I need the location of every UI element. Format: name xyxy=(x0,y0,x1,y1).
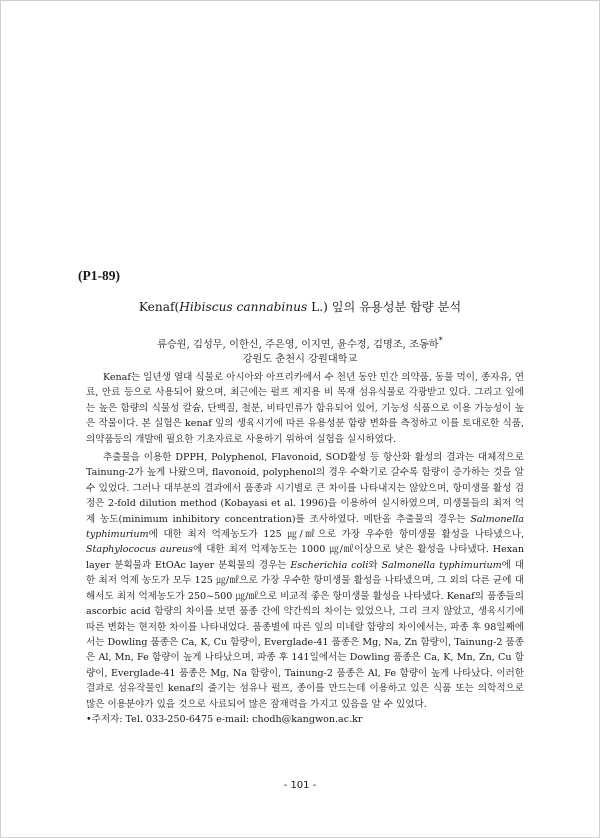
author-list xyxy=(0,334,600,352)
results-text-1: 추출물을 이용한 DPPH, Polyphenol, Flavonoid, SOD활성 등 항산화 활성의 결과는 대체적으로 Tainung-2가 높게 나왔으며, flavonoid, polyphenol의 경우 수확기로 갈수록 함량이 증가하는 것을 알 수 있었다. 그러나 대부분의 결과에서 품종과 시기별로 큰 차이를 나타내지는 않았으며, 항미생물 활성 검정은 2-fold dilution method (Kobayasi et al. 1996)을 이용하여 실시하였으며, 미생물들의 최저 억제 농도(minimum inhibitory concentration)를 조사하였다. 메탄올 추출물의 경우는 xyxy=(86,452,524,525)
author-block xyxy=(0,334,600,367)
corresponding-mark: * xyxy=(438,336,443,346)
paragraph-intro: Kenaf는 일년생 열대 식물로 아시아와 아프리카에서 수 천년 동안 민간 의약품, 동물 먹이, 종자유, 연료, 안료 등으로 사용되어 왔으며, 최근에는 펄프 제지용 비 목재 섬유식물로 각광받고 있다. 그리고 잎에는 높은 함량의 식물성 칼슘, 단백질, 철분, 비타민류가 함유되어 있어, 기능성 식품으로 이용 가능성이 높은 작물이다. 본 실험은 kenaf 잎의 생육시기에 따른 유용성분 함량 변화를 측정하고 이를 토대로한 식품, 의약품등의 개발에 필요한 기초자료로 사용하기 위하여 실험을 실시하였다. xyxy=(86,372,524,445)
abstract-code: (P1-89) xyxy=(78,268,120,283)
results-text-3: 에 대한 최저 억제농도는 1000 ㎍/㎖이상으로 낮은 활성을 나타냈다. Hexan layer 분획물과 EtOAc layer 분획물의 경우는 xyxy=(86,544,524,571)
page-number: - 101 - xyxy=(283,780,317,791)
paragraph-results xyxy=(86,450,524,712)
species-ecoli: Escherichia coli xyxy=(290,559,369,571)
affiliation: 강원도 춘천시 강원대학교 xyxy=(242,354,358,366)
results-text-2: 에 대한 최저 억제농도가 125 ㎍/㎖으로 가장 우수한 항미생물 활성을 나타냈으나, xyxy=(148,529,524,541)
paper-title xyxy=(0,298,600,315)
title-species: Hibiscus cannabinus xyxy=(179,300,308,314)
species-staphylococus: Staphylococus aureus xyxy=(86,544,194,556)
results-text-4: 와 xyxy=(368,559,382,571)
abstract-body xyxy=(86,370,524,727)
corresponding-author: •주저자: Tel. 033-250-6475 e-mail: chodh@kangwon.ac.kr xyxy=(86,713,363,725)
results-text-5: 에 대한 최저 억제 농도가 모두 125 ㎍/㎖으로 가장 우수한 항미생물 활성을 나타냈으며, 그 외의 다른 균에 대해서도 최저 억제농도가 250~500 ㎍/㎖으로 비교적 좋은 항미생물 활성을 나타냈다. Kenaf의 품종들의 ascorbic acid 함량의 차이를 보면 품종 간에 약간씩의 차이는 있었으나, 그리 크지 않았고, 생육시기에 따른 변화는 현저한 차이를 나타내었다. 품종별에 따른 잎의 미네랄 함량의 차이에서는, 파종 후 98일째에서는 Dowling 품종은 Ca, K, Cu 함량이, Everglade-41 품종은 Mg, Na, Zn 함량이, Tainung-2 품종은 Al, Mn, Fe 함량이 높게 나타났으며, 파종 후 141일에서는 Dowling 품종은 Ca, K, Mn, Zn, Cu 함량이, Everglade-41 품종은 Mg, Na 함량이, Tainung-2 품종은 Al, Fe 함량이 높게 나타났다. 이러한 결과로 섬유작물인 kenaf의 줄기는 섬유나 펄프, 종이를 만드는데 이용하고 있은 식품 또는 의학적으로 많은 이용분야가 있을 것으로 사료되어 많은 잠재력을 가지고 있음을 알 수 있었다. xyxy=(86,559,525,710)
title-prefix: Kenaf( xyxy=(138,300,180,314)
species-salmonella-2: Salmonella typhimurium xyxy=(381,559,502,571)
author-names: 류승원, 김성무, 이한신, 주은영, 이지연, 윤수정, 김명조, 조동하 xyxy=(157,339,439,351)
species-salmonella: Salmonella typhimurium xyxy=(86,513,524,541)
title-suffix: L.) 잎의 유용성분 함량 분석 xyxy=(307,300,462,314)
